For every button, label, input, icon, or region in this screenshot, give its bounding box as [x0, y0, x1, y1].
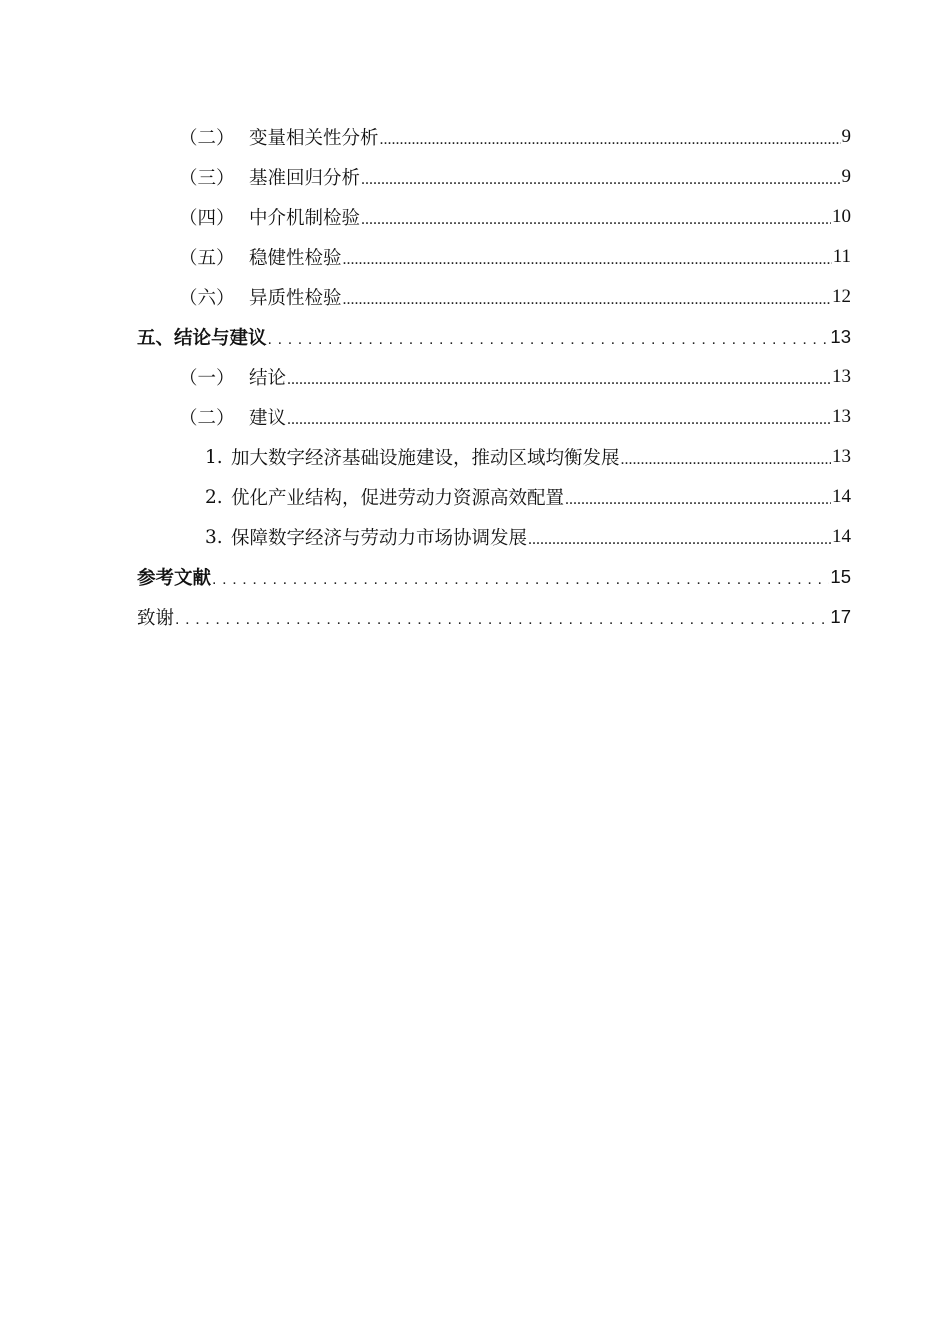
toc-entry-heterogeneity-test[interactable] — [137, 277, 851, 317]
toc-entry-page: 17 — [830, 606, 851, 627]
dot-leader — [361, 166, 840, 188]
dot-leader — [268, 326, 830, 348]
dot-leader — [380, 126, 841, 148]
toc-entry-page: 9 — [841, 166, 851, 187]
toc-entry-number: 1. — [205, 446, 223, 468]
dot-leader — [621, 446, 831, 468]
toc-entry-page: 13 — [832, 366, 851, 387]
toc-entry-page: 14 — [832, 526, 851, 547]
toc-entry-title: 异质性检验 — [249, 288, 342, 309]
toc-entry-title: 参考文献 — [137, 568, 212, 589]
dot-leader — [212, 566, 829, 588]
toc-entry-title: 变量相关性分析 — [249, 128, 379, 149]
toc-entry-title: 优化产业结构，促进劳动力资源高效配置 — [231, 488, 565, 509]
toc-entry-title: 稳健性检验 — [249, 248, 342, 269]
toc-entry-references[interactable] — [137, 557, 851, 597]
toc-entry-number: （六） — [179, 288, 235, 309]
toc-entry-title: 结论 — [249, 368, 287, 389]
toc-entry-number: 3. — [205, 526, 223, 548]
toc-entry-number: （二） — [179, 128, 235, 149]
toc-entry-variable-correlation[interactable] — [137, 117, 851, 157]
dot-leader — [343, 286, 831, 308]
toc-entry-suggestions[interactable] — [137, 397, 851, 437]
toc-entry-page: 15 — [830, 566, 851, 587]
toc-entry-title: 中介机制检验 — [249, 208, 361, 229]
toc-entry-title: 建议 — [249, 408, 287, 429]
dot-leader — [175, 606, 829, 628]
dot-leader — [287, 406, 831, 428]
toc-entry-page: 11 — [832, 246, 851, 267]
toc-entry-baseline-regression[interactable] — [137, 157, 851, 197]
toc-entry-title: 加大数字经济基础设施建设，推动区域均衡发展 — [231, 448, 620, 469]
toc-entry-number: （四） — [179, 208, 235, 229]
toc-entry-title: 基准回归分析 — [249, 168, 361, 189]
dot-leader — [287, 366, 831, 388]
toc-entry-number: 2. — [205, 486, 223, 508]
toc-entry-page: 12 — [832, 286, 851, 307]
dot-leader — [343, 246, 832, 268]
dot-leader — [361, 206, 831, 228]
toc-entry-page: 14 — [832, 486, 851, 507]
toc-entry-page: 13 — [832, 446, 851, 467]
toc-entry-conclusion-chapter[interactable] — [137, 317, 851, 357]
toc-entry-page: 13 — [830, 326, 851, 347]
toc-entry-title: 致谢 — [137, 608, 175, 629]
toc-entry-number: （二） — [179, 408, 235, 429]
toc-entry-number: （五） — [179, 248, 235, 269]
toc-entry-conclusion[interactable] — [137, 357, 851, 397]
toc-entry-number: （一） — [179, 368, 235, 389]
toc-entry-mediation-test[interactable] — [137, 197, 851, 237]
toc-entry-title: 保障数字经济与劳动力市场协调发展 — [231, 528, 528, 549]
toc-entry-acknowledgements[interactable] — [137, 597, 851, 637]
toc-entry-number: （三） — [179, 168, 235, 189]
dot-leader — [528, 526, 831, 548]
toc-entry-suggestion-2[interactable] — [137, 477, 851, 517]
table-of-contents — [137, 117, 851, 637]
toc-entry-suggestion-3[interactable] — [137, 517, 851, 557]
toc-entry-robustness-test[interactable] — [137, 237, 851, 277]
toc-entry-title: 五、结论与建议 — [137, 328, 267, 349]
toc-entry-page: 10 — [832, 206, 851, 227]
toc-entry-page: 9 — [841, 126, 851, 147]
dot-leader — [565, 486, 831, 508]
toc-entry-suggestion-1[interactable] — [137, 437, 851, 477]
toc-entry-page: 13 — [832, 406, 851, 427]
